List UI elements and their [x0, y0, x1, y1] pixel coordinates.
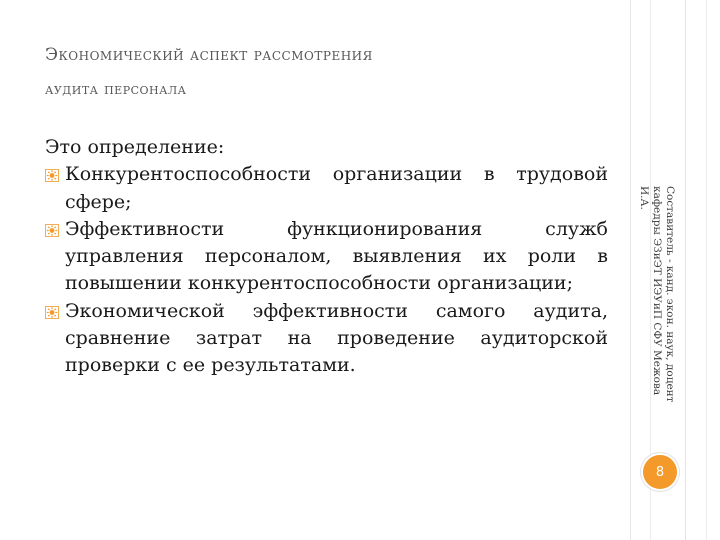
- divider-line: [630, 0, 631, 540]
- bullet-text: Экономической эффективности самого аудита, сравнение затрат на проведение аудиторской проверки с ее результатами.: [65, 299, 608, 377]
- intro-text: Это определение:: [45, 136, 225, 158]
- sun-icon: [45, 224, 59, 237]
- title-line-1: Экономический аспект рассмотрения: [45, 45, 373, 65]
- divider-line: [685, 0, 686, 540]
- bullet-list: [45, 161, 608, 379]
- bullet-text: Конкурентоспособности организации в трудовой сфере;: [65, 163, 608, 213]
- list-item: [45, 216, 608, 298]
- bullet-text: Эффективности функционирования служб управления персоналом, выявления их роли в повышении конкурентоспособности организации;: [65, 217, 608, 295]
- page-number-badge: [641, 453, 679, 491]
- sun-icon: [45, 169, 59, 182]
- page-number: 8: [655, 464, 665, 480]
- slide-title: [45, 38, 605, 106]
- slide-content: [45, 134, 608, 380]
- list-item: [45, 161, 608, 216]
- list-item: [45, 298, 608, 380]
- divider-line: [706, 0, 707, 540]
- title-line-2: аудита персонала: [45, 79, 187, 98]
- sidebar-note: Составитель - канд. экон. наук, доцент кафедры ЭЗиЭТ ИЭУиП СФУ Межова И.А.: [638, 186, 676, 403]
- sun-icon: [45, 306, 59, 319]
